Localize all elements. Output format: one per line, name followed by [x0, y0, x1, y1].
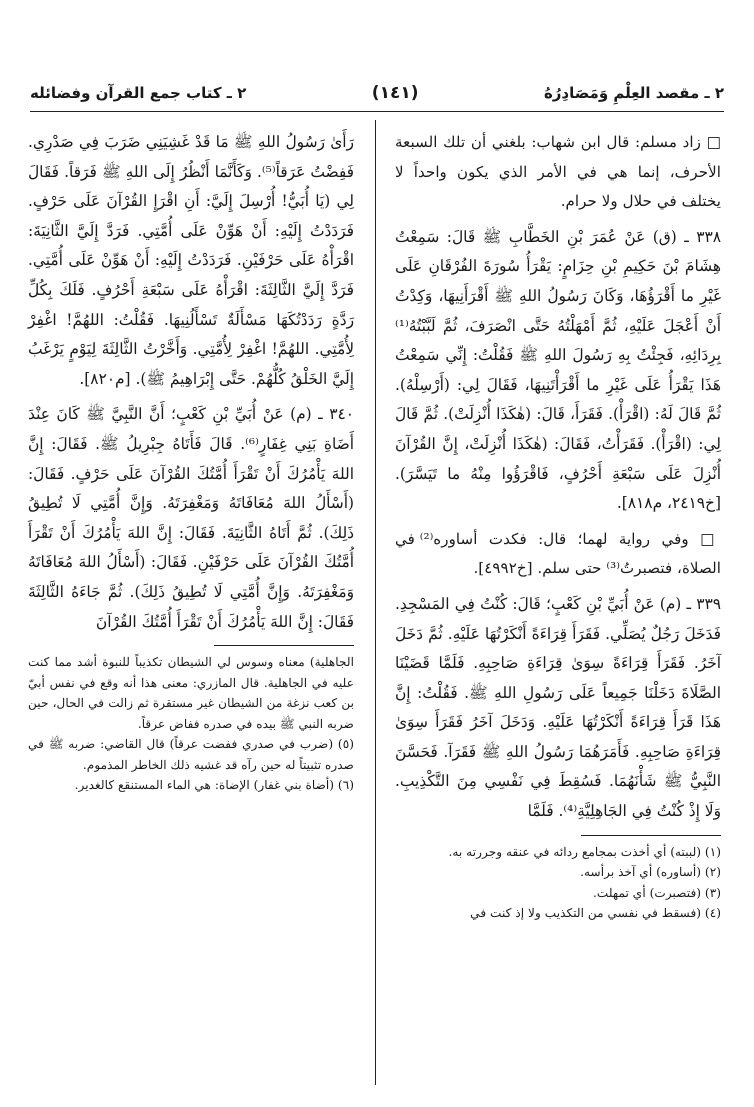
footnote-4: (٤) (فسقط في نفسي من التكذيب ولا إذ كنت في [470, 906, 721, 921]
paragraph-zyada-muslim: □ زاد مسلم: قال ابن شهاب: بلغني أن تلك السبعة الأحرف، إنما هي في الأمر الذي يكون واحداً لا يختلف في حلال ولا حرام. [395, 133, 721, 211]
book-section-title: ٢ ـ كتاب جمع القرآن وفضائله [30, 84, 247, 102]
page-number: (١٤١) [371, 83, 419, 103]
footnote-separator [581, 835, 721, 836]
footnote-2: (٢) (أساوره) أي آخذ برأسه. [580, 865, 721, 880]
chapter-title: ٢ ـ مقصد العِلْمِ وَمَصَادِرُهُ [543, 84, 724, 102]
footnote-6: (٦) (أضاة بني غفار) الإضاة: هي الماء المستنقع كالغدير. [74, 778, 354, 793]
left-column [28, 128, 354, 796]
hadith-340: ٣٤٠ ـ (م) عَنْ أُبَيِّ بْنِ كَعْبٍ؛ أَنَّ النَّبِيَّ ﷺ كَانَ عِنْدَ أَضَاةِ بَنِي غِفَارٍ⁽⁶⁾. قَالَ فَأَتَاهُ جِبْرِيلُ ﷺ. فَقَالَ: إِنَّ اللهَ يَأْمُرُكَ أَنْ تَقْرَأَ أُمَّتُكَ القُرْآنَ عَلَى حَرْفٍ. فَقَالَ: (أَسْأَلُ اللهَ مُعَافَاتَهُ وَمَغْفِرَتَهُ. وَإِنَّ أُمَّتِي لَا تُطِيقُ ذَلِكَ). ثُمَّ أَتَاهُ الثَّانِيَةَ. فَقَالَ: إِنَّ اللهَ يَأْمُرُكَ أَنْ تَقْرَأَ أُمَّتُكَ القُرْآنَ عَلَى حَرْفَيْنِ. فَقَالَ: (أَسْأَلُ اللهَ مُعَافَاتَهُ وَمَغْفِرَتَهُ. وَإِنَّ أُمَّتِي لَا تُطِيقُ ذَلِكَ). ثُمَّ جَاءَهُ الثَّالِثَةَ فَقَالَ: إِنَّ اللهَ يَأْمُرُكَ أَنْ تَقْرَأَ أُمَّتُكَ القُرْآنَ [28, 405, 354, 631]
footnote-4-continued: الجاهلية) معناه وسوس لي الشيطان تكذيباً للنبوة أشد مما كنت عليه في الجاهلية. قال المازري: معنى هذا أنه وقع في نفس أبيّ بن كعب نزغة من الشيطان غير مستقرة ثم زالت في الحال، حين ضربه النبي ﷺ بيده في صدره ففاض عرقاً. [28, 655, 354, 731]
footnote-5: (٥) (ضرب في صدري ففضت عرقاً) قال القاضي: ضربه ﷺ في صدره تثبيتاً له حين رآه قد غشيه ذلك الخاطر المذموم. [28, 737, 354, 772]
hadith-339-continued: رَأَىٰ رَسُولُ اللهِ ﷺ مَا قَدْ غَشِيَنِي ضَرَبَ فِي صَدْرِي. فَفِضْتُ عَرَقاً⁽⁵⁾. وَكَأَنَّمَا أَنْظُرُ إِلَى اللهِ ﷺ فَرَقاً. فَقَالَ لِي (يَا أُبَيُّ! أُرْسِلَ إِلَيَّ: أَنِ اقْرَإِ القُرْآنَ عَلَى حَرْفٍ. فَرَدَدْتُ إِلَيْهِ: أَنْ هَوِّنْ عَلَى أُمَّتِي. فَرَدَّ إِلَيَّ الثَّانِيَةَ: اقْرَأْهُ عَلَى حَرْفَيْنِ. فَرَدَدْتُ إِلَيْهِ: أَنْ هَوِّنْ عَلَى أُمَّتِي. فَرَدَّ إِلَيَّ الثَّالِثَةَ: اقْرَأْهُ عَلَى سَبْعَةِ أَحْرُفٍ. فَلَكَ بِكُلِّ رَدَّةٍ رَدَدْتُكَهَا مَسْأَلَةٌ تَسْأَلُنِيهَا. فَقُلْتُ: اللهُمَّ! اغْفِرْ لِأُمَّتِي. اللهُمَّ! اغْفِرْ لِأُمَّتِي. وَأَخَّرْتُ الثَّالِثَةَ لِيَوْمٍ يَرْغَبُ إِلَيَّ الخَلْقُ كُلُّهُمْ. حَتَّى إِبْرَاهِيمُ ﷺ). [م٨٢٠]. [28, 133, 354, 388]
paragraph-riwaya: □ وفي رواية لهما؛ قال: فكدت أساوره⁽²⁾ في الصلاة، فتصبرتُ⁽³⁾ حتى سلم. [خ٤٩٩٢]. [395, 529, 721, 578]
column-divider [375, 120, 376, 1085]
hadith-339: ٣٣٩ ـ (م) عَنْ أُبَيِّ بْنِ كَعْبٍ؛ قَالَ: كُنْتُ فِي المَسْجِدِ. فَدَخَلَ رَجُلٌ يُصَلِّي. فَقَرَأَ قِرَاءَةً أَنْكَرْتُهَا عَلَيْهِ. ثُمَّ دَخَلَ آخَرُ. فَقَرَأَ قِرَاءَةً سِوَىٰ قِرَاءَةِ صَاحِبِهِ. فَلَمَّا قَضَيْنَا الصَّلَاةَ دَخَلْنَا جَمِيعاً عَلَى رَسُولِ اللهِ ﷺ. فَقُلْتُ: إِنَّ هَذَا قَرَأَ قِرَاءَةً أَنْكَرْتُهَا عَلَيْهِ. وَدَخَلَ آخَرُ فَقَرَأَ سِوَىٰ قِرَاءَةِ صَاحِبِهِ. فَأَمَرَهُمَا رَسُولُ اللهِ ﷺ فَقَرَآ. فَحَسَّنَ النَّبِيُّ ﷺ شَأْنَهُمَا. فَسُقِطَ فِي نَفْسِي مِنَ التَّكْذِيبِ. وَلَا إِذْ كُنْتُ فِي الجَاهِلِيَّةِ⁽⁴⁾. فَلَمَّا [395, 594, 721, 821]
footnote-3: (٣) (فتصبرت) أي تمهلت. [592, 885, 721, 900]
footnote-separator [214, 645, 354, 646]
footnote-1: (١) (لببته) أي أخذت بمجامع ردائه في عنقه وجررته به. [448, 844, 721, 859]
header-rule [30, 111, 724, 112]
right-column [395, 128, 721, 924]
hadith-338: ٣٣٨ ـ (ق) عَنْ عُمَرَ بْنِ الخَطَّابِ ﷺ قَالَ: سَمِعْتُ هِشَامَ بْنَ حَكِيمِ بْنِ حِزَامٍ: يَقْرَأُ سُورَةَ الفُرْقَانِ عَلَى غَيْرِ ما أَقْرَؤُهَا، وَكَانَ رَسُولُ اللهِ ﷺ أَقْرَأَنِيهَا، وَكِدْتُ أَنْ أَعْجَلَ عَلَيْهِ، ثُمَّ أَمْهَلْتُهُ حَتَّى انْصَرَفَ، ثُمَّ لَبَّبْتُهُ⁽¹⁾ بِرِدَائِهِ، فَجِئْتُ بِهِ رَسُولَ اللهِ ﷺ فَقُلْتُ: إِنِّي سَمِعْتُ هَذَا يَقْرَأُ عَلَى غَيْرِ ما أَقْرَأْتَنِيهَا، فَقَالَ لِي: (أَرْسِلْهُ). ثُمَّ قَالَ لَهُ: (اقْرَأْ). فَقَرَأَ، قَالَ: (هٰكَذَا أُنْزِلَتْ). ثُمَّ قَالَ لِي: (اقْرَأْ). فَقَرَأْتُ، فَقَالَ: (هٰكَذَا أُنْزِلَتْ، إِنَّ القُرْآنَ أُنْزِلَ عَلَى سَبْعَةِ أَحْرُفٍ، فَاقْرَؤُوا مِنْهُ ما تَيَسَّرَ). [خ٢٤١٩، م٨١٨]. [395, 227, 721, 513]
page-header [30, 78, 724, 108]
